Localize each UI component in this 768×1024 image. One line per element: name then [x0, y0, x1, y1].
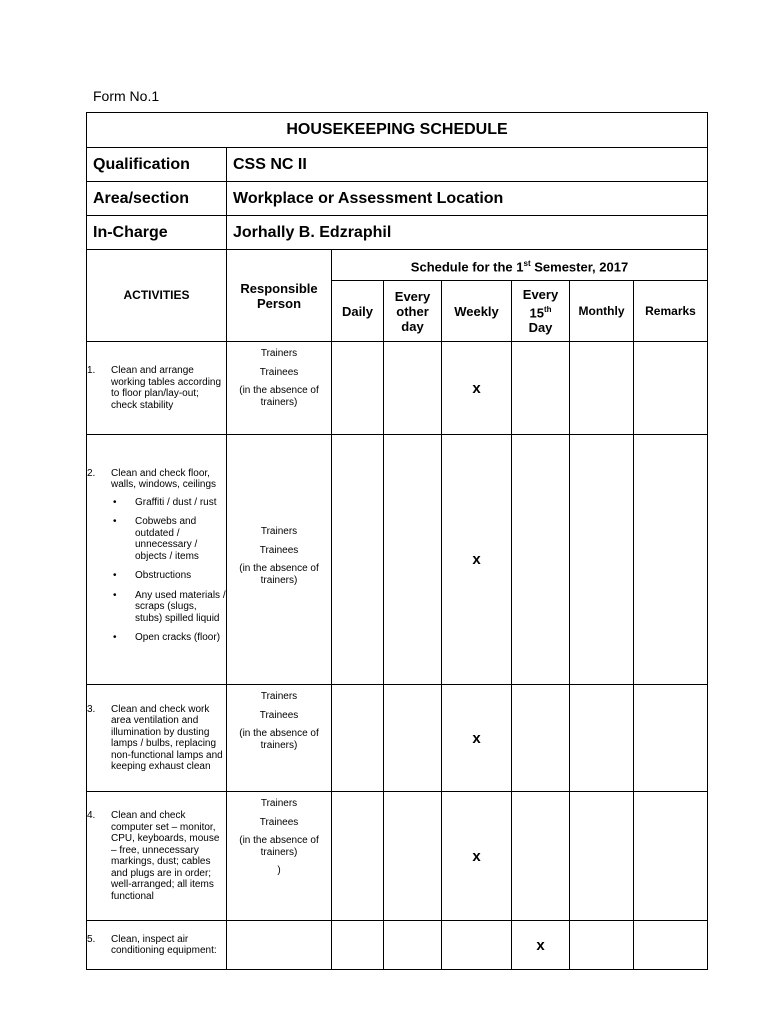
responsible-note: (in the absence of trainers) — [239, 385, 319, 408]
table-row — [87, 921, 708, 970]
weekly-mark: x — [442, 792, 512, 921]
responsible-trainees: Trainees — [259, 709, 299, 721]
monthly-cell — [570, 435, 634, 685]
bullet-icon: • — [113, 496, 117, 508]
every-15th-day-mark: x — [512, 921, 570, 970]
activity-number: 3. — [87, 703, 96, 715]
activity-number: 5. — [87, 933, 96, 945]
activity-cell — [87, 792, 227, 921]
every-other-day-cell — [384, 921, 442, 970]
activity-cell — [87, 685, 227, 792]
in-charge-label: In-Charge — [87, 216, 227, 250]
list-item: • Obstructions — [113, 570, 192, 581]
list-item: • Cobwebs and outdated / unnecessary / objects / items — [113, 516, 199, 562]
table-row — [87, 342, 708, 435]
in-charge-value: Jorhally B. Edzraphil — [227, 216, 708, 250]
every-15th-day-cell — [512, 435, 570, 685]
activity-number: 1. — [87, 365, 96, 376]
every-other-day-cell — [384, 342, 442, 435]
semester-header-suffix: Semester, 2017 — [530, 259, 629, 275]
list-item: • Open cracks (floor) — [113, 632, 221, 643]
remarks-cell — [634, 921, 708, 970]
daily-cell — [332, 685, 384, 792]
activity-text: Clean and arrange working tables according to floor plan/lay-out; check stability — [111, 365, 222, 411]
responsible-trainers: Trainers — [260, 348, 298, 359]
weekly-header: Weekly — [442, 281, 512, 342]
weekly-mark: x — [442, 685, 512, 792]
responsible-extra: ) — [277, 865, 281, 876]
responsible-trainers: Trainers — [260, 798, 298, 809]
responsible-note: (in the absence of trainers) — [239, 728, 319, 751]
daily-header: Daily — [332, 281, 384, 342]
daily-cell — [332, 342, 384, 435]
responsible-trainees: Trainees — [259, 366, 299, 378]
responsible-trainees: Trainees — [259, 544, 299, 556]
weekly-mark: x — [442, 435, 512, 685]
responsible-cell — [227, 342, 332, 435]
every-other-day-cell — [384, 685, 442, 792]
responsible-person-header: Responsible Person — [227, 250, 332, 342]
monthly-header: Monthly — [570, 281, 634, 342]
monthly-cell — [570, 342, 634, 435]
every-other-day-cell — [384, 435, 442, 685]
area-section-value: Workplace or Assessment Location — [227, 182, 708, 216]
semester-header — [332, 250, 708, 281]
every-15th-prefix: Every 15 — [522, 286, 559, 321]
remarks-cell — [634, 792, 708, 921]
every-15th-day-cell — [512, 685, 570, 792]
responsible-cell — [227, 685, 332, 792]
housekeeping-schedule-table — [86, 112, 708, 970]
every-15th-day-header — [512, 281, 570, 342]
list-item: • Graffiti / dust / rust — [113, 496, 217, 508]
table-row — [87, 435, 708, 685]
activity-text: Clean and check work area ventilation and illumination by dusting lamps / bulbs, replacing non-functional lamps and keeping exhaust clean — [111, 703, 223, 772]
activities-header: ACTIVITIES — [87, 250, 227, 342]
qualification-value: CSS NC II — [227, 148, 708, 182]
semester-header-prefix: Schedule for the 1 — [410, 259, 524, 275]
every-15th-ordinal: th — [543, 304, 552, 314]
daily-cell — [332, 435, 384, 685]
activity-cell — [87, 435, 227, 685]
daily-cell — [332, 792, 384, 921]
responsible-cell — [227, 792, 332, 921]
responsible-trainers: Trainers — [260, 526, 298, 537]
activity-bullet-list — [111, 497, 226, 644]
schedule-title: HOUSEKEEPING SCHEDULE — [87, 113, 708, 148]
monthly-cell — [570, 792, 634, 921]
weekly-mark: x — [442, 342, 512, 435]
area-section-label: Area/section — [87, 182, 227, 216]
activity-text: Clean and check computer set – monitor, CPU, keyboards, mouse – free, unnecessary markings, dust; cables and plugs are in order; well-arranged; all items functional — [111, 810, 220, 902]
every-15th-day-cell — [512, 342, 570, 435]
activity-text: Clean and check floor, walls, windows, ceilings — [111, 467, 217, 490]
responsible-note: (in the absence of trainers) — [239, 563, 319, 586]
activity-text: Clean, inspect air conditioning equipment: — [111, 933, 217, 956]
responsible-note: (in the absence of trainers) — [239, 835, 319, 858]
every-other-day-cell — [384, 792, 442, 921]
monthly-cell — [570, 921, 634, 970]
bullet-icon: • — [113, 632, 117, 643]
weekly-cell — [442, 921, 512, 970]
remarks-cell — [634, 342, 708, 435]
form-number: Form No.1 — [93, 88, 160, 104]
bullet-icon: • — [113, 516, 117, 527]
table-row — [87, 792, 708, 921]
every-15th-day-cell — [512, 792, 570, 921]
responsible-cell — [227, 921, 332, 970]
activity-number: 2. — [87, 467, 96, 479]
bullet-icon: • — [113, 589, 117, 601]
qualification-label: Qualification — [87, 148, 227, 182]
responsible-trainees: Trainees — [259, 816, 299, 828]
responsible-trainers: Trainers — [260, 691, 298, 702]
bullet-icon: • — [113, 570, 117, 581]
table-row — [87, 685, 708, 792]
list-item: • Any used materials / scraps (slugs, stubs) spilled liquid — [113, 589, 226, 624]
activity-number: 4. — [87, 810, 96, 821]
activity-cell — [87, 921, 227, 970]
monthly-cell — [570, 685, 634, 792]
every-other-day-header: Every other day — [384, 281, 442, 342]
responsible-cell — [227, 435, 332, 685]
remarks-cell — [634, 685, 708, 792]
daily-cell — [332, 921, 384, 970]
activity-cell — [87, 342, 227, 435]
semester-header-ordinal: st — [523, 258, 531, 268]
remarks-header: Remarks — [634, 281, 708, 342]
every-15th-suffix: Day — [528, 320, 553, 336]
remarks-cell — [634, 435, 708, 685]
